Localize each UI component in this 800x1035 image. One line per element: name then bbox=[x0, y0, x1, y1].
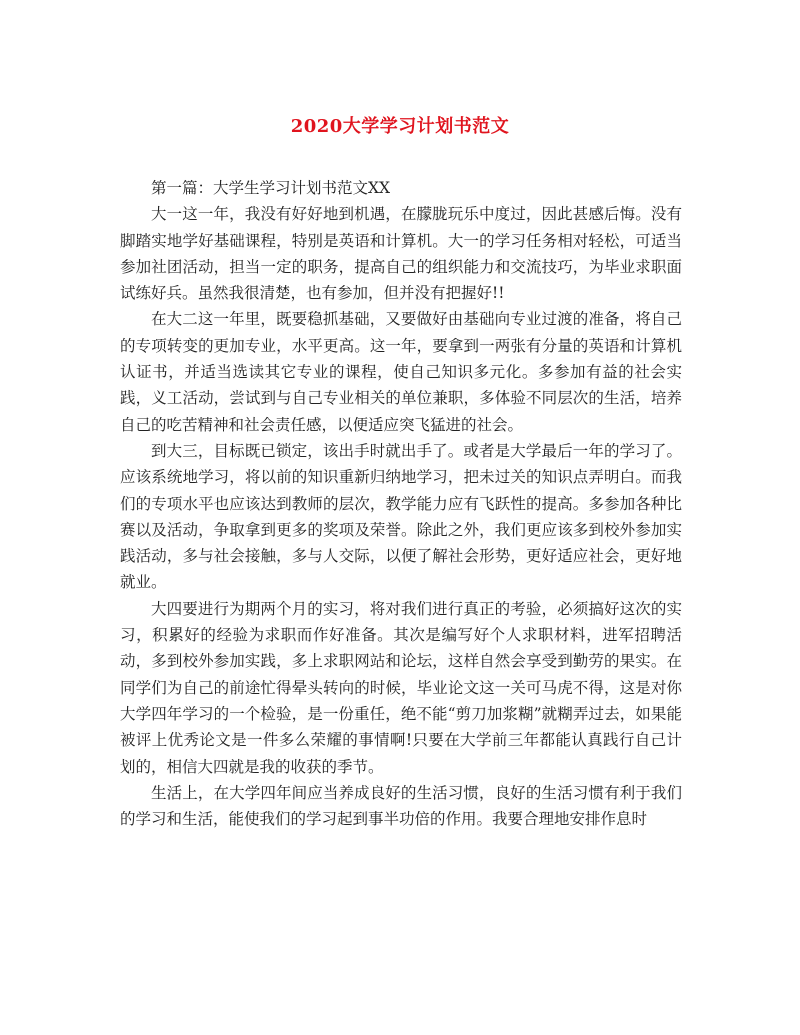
paragraph-junior-year: 到大三，目标既已锁定，该出手时就出手了。或者是大学最后一年的学习了。应该系统地学习，将以前的知识重新归纳地学习，把未过关的知识点弄明白。而我们的专项水平也应该达到教师的层次，教学能力应有飞跃性的提高。多参加各种比赛以及活动，争取拿到更多的奖项及荣誉。除此之外，我们更应该多到校外参加实践活动，多与社会接触，多与人交际，以便了解社会形势，更好适应社会，更好地就业。 bbox=[120, 441, 682, 592]
paragraph-freshman-year: 大一这一年，我没有好好地到机遇，在朦胧玩乐中度过，因此甚感后悔。没有脚踏实地学好基础课程，特别是英语和计算机。大一的学习任务相对轻松，可适当参加社团活动，担当一定的职务，提高自己的组织能力和交流技巧，为毕业求职面试练好兵。虽然我很清楚，也有参加，但并没有把握好!! bbox=[120, 205, 682, 303]
paragraph-daily-life: 生活上，在大学四年间应当养成良好的生活习惯，良好的生活习惯有利于我们的学习和生活，能使我们的学习起到事半功倍的作用。我要合理地安排作息时 bbox=[120, 783, 682, 829]
section-heading: 第一篇：大学生学习计划书范文XX bbox=[151, 179, 391, 197]
document-title: 2020大学学习计划书范文 bbox=[290, 116, 510, 137]
paragraph-sophomore-year: 在大二这一年里，既要稳抓基础，又要做好由基础向专业过渡的准备，将自己的专项转变的更加专业，水平更高。这一年，要拿到一两张有分量的英语和计算机认证书，并适当选读其它专业的课程，使自己知识多元化。多参加有益的社会实践，义工活动，尝试到与自己专业相关的单位兼职，多体验不同层次的生活，培养自己的吃苦精神和社会责任感，以便适应突飞猛进的社会。 bbox=[120, 310, 682, 434]
document-body bbox=[120, 175, 682, 832]
paragraph-senior-year: 大四要进行为期两个月的实习，将对我们进行真正的考验，必须搞好这次的实习，积累好的经验为求职而作好准备。其次是编写好个人求职材料，进军招聘活动，多到校外参加实践，多上求职网站和论坛，这样自然会享受到勤劳的果实。在同学们为自己的前途忙得晕头转向的时候，毕业论文这一关可马虎不得，这是对你大学四年学习的一个检验，是一份重任，绝不能“剪刀加浆糊”就糊弄过去，如果能被评上优秀论文是一件多么荣耀的事情啊!只要在大学前三年都能认真践行自己计划的，相信大四就是我的收获的季节。 bbox=[120, 599, 682, 776]
